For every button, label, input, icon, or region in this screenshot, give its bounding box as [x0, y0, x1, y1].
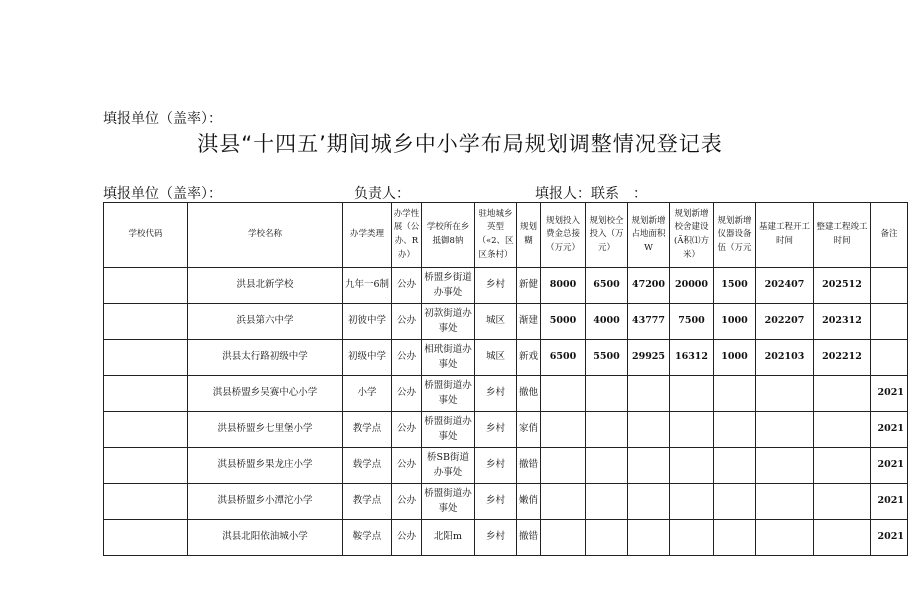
school-type-cell: 小学	[343, 376, 392, 412]
new-building-cell: 20000	[670, 268, 714, 304]
school-investment-cell	[586, 520, 628, 556]
area-type-cell: 乡村	[475, 520, 517, 556]
note-cell: 2021	[871, 412, 908, 448]
school-name-cell: 洪县桥盟乡七里堡小学	[188, 412, 343, 448]
town-cell: 桥盟乡街道办事处	[422, 268, 475, 304]
column-header: 规划糊	[517, 203, 541, 268]
new-land-cell	[628, 412, 670, 448]
school-nature-cell: 公办	[392, 484, 422, 520]
town-cell: 相玳街道办事处	[422, 340, 475, 376]
top-unit-label: 填报单位（盖率）：	[103, 111, 222, 127]
school-type-cell: 教学点	[343, 484, 392, 520]
new-equipment-cell	[714, 448, 756, 484]
end-time-cell	[814, 484, 871, 520]
plan-cell: 新健	[517, 268, 541, 304]
new-equipment-cell	[714, 376, 756, 412]
total-investment-cell	[541, 376, 586, 412]
new-land-cell: 29925	[628, 340, 670, 376]
school-type-cell: 载学点	[343, 448, 392, 484]
town-cell: 北阳m	[422, 520, 475, 556]
column-header: 整建工程竣工时间	[814, 203, 871, 268]
plan-cell: 嫩俏	[517, 484, 541, 520]
school-name-cell: 浜县第六中学	[188, 304, 343, 340]
school-type-cell: 鞍学点	[343, 520, 392, 556]
total-investment-cell	[541, 412, 586, 448]
school-code-cell	[104, 520, 188, 556]
form-title: 淇县“十四五’期间城乡中小学布局规划调整情况登记表	[197, 132, 723, 156]
school-name-cell: 淇县北阳依油城小学	[188, 520, 343, 556]
table-row	[104, 376, 908, 412]
start-time-cell	[756, 520, 814, 556]
school-code-cell	[104, 304, 188, 340]
responsible-label: 负责人：	[354, 186, 410, 202]
school-type-cell: 初彼中学	[343, 304, 392, 340]
column-header: 备注	[871, 203, 908, 268]
school-nature-cell: 公办	[392, 304, 422, 340]
school-investment-cell: 5500	[586, 340, 628, 376]
new-land-cell: 43777	[628, 304, 670, 340]
plan-cell: 撤错	[517, 448, 541, 484]
end-time-cell	[814, 520, 871, 556]
note-cell: 2021	[871, 520, 908, 556]
column-header: 规划校仝投入（万元）	[586, 203, 628, 268]
column-header: 学校所在乡抵御8钠	[422, 203, 475, 268]
total-investment-cell	[541, 520, 586, 556]
end-time-cell	[814, 412, 871, 448]
school-nature-cell: 公办	[392, 376, 422, 412]
school-name-cell: 淇县桥盟乡果龙庄小学	[188, 448, 343, 484]
new-land-cell	[628, 484, 670, 520]
plan-cell: 新戏	[517, 340, 541, 376]
table-row	[104, 340, 908, 376]
column-header: 学校名称	[188, 203, 343, 268]
end-time-cell	[814, 448, 871, 484]
school-name-cell: 淇县桥盟乡吴赛中心小学	[188, 376, 343, 412]
area-type-cell: 乡村	[475, 268, 517, 304]
school-investment-cell	[586, 484, 628, 520]
table-row	[104, 448, 908, 484]
area-type-cell: 城区	[475, 340, 517, 376]
school-nature-cell: 公办	[392, 448, 422, 484]
new-land-cell	[628, 520, 670, 556]
school-nature-cell: 公办	[392, 268, 422, 304]
school-type-cell: 九年一6制	[343, 268, 392, 304]
start-time-cell	[756, 376, 814, 412]
school-nature-cell: 公办	[392, 340, 422, 376]
new-equipment-cell	[714, 484, 756, 520]
new-equipment-cell	[714, 520, 756, 556]
area-type-cell: 乡村	[475, 412, 517, 448]
column-header: 规划新增校舍建设(Ã积⑴方米）	[670, 203, 714, 268]
new-building-cell	[670, 520, 714, 556]
school-name-cell: 洪县北新学校	[188, 268, 343, 304]
new-building-cell: 7500	[670, 304, 714, 340]
column-header: 办学类理	[343, 203, 392, 268]
end-time-cell: 202312	[814, 304, 871, 340]
town-cell: 桥SB街道办事处	[422, 448, 475, 484]
note-cell	[871, 268, 908, 304]
note-cell: 2021	[871, 484, 908, 520]
new-equipment-cell: 1000	[714, 340, 756, 376]
school-investment-cell	[586, 448, 628, 484]
column-header: 规划投入费金总接（万元）	[541, 203, 586, 268]
note-cell	[871, 340, 908, 376]
new-equipment-cell: 1000	[714, 304, 756, 340]
filler-contact-label: 填报人：联系 ：	[535, 186, 647, 202]
school-code-cell	[104, 268, 188, 304]
start-time-cell	[756, 484, 814, 520]
column-header: 办学性展（公办、R办）	[392, 203, 422, 268]
total-investment-cell	[541, 484, 586, 520]
school-name-cell: 淇县桥盟乡小潭沱小学	[188, 484, 343, 520]
area-type-cell: 乡村	[475, 376, 517, 412]
area-type-cell: 乡村	[475, 484, 517, 520]
new-building-cell	[670, 484, 714, 520]
end-time-cell: 202212	[814, 340, 871, 376]
total-investment-cell: 5000	[541, 304, 586, 340]
start-time-cell: 202407	[756, 268, 814, 304]
new-equipment-cell: 1500	[714, 268, 756, 304]
plan-cell: 渐建	[517, 304, 541, 340]
school-code-cell	[104, 340, 188, 376]
school-investment-cell: 6500	[586, 268, 628, 304]
column-header: 基建工程开工时间	[756, 203, 814, 268]
new-land-cell: 47200	[628, 268, 670, 304]
new-equipment-cell	[714, 412, 756, 448]
end-time-cell: 202512	[814, 268, 871, 304]
school-code-cell	[104, 376, 188, 412]
column-header: 规划新增仪器设备伍（万元	[714, 203, 756, 268]
school-nature-cell: 公办	[392, 412, 422, 448]
school-investment-cell: 4000	[586, 304, 628, 340]
table-row	[104, 268, 908, 304]
town-cell: 桥盟街道办事处	[422, 376, 475, 412]
table-row	[104, 484, 908, 520]
plan-cell: 撤错	[517, 520, 541, 556]
school-code-cell	[104, 484, 188, 520]
total-investment-cell	[541, 448, 586, 484]
total-investment-cell: 8000	[541, 268, 586, 304]
total-investment-cell: 6500	[541, 340, 586, 376]
school-code-cell	[104, 412, 188, 448]
area-type-cell: 城区	[475, 304, 517, 340]
school-investment-cell	[586, 376, 628, 412]
plan-cell: 家俏	[517, 412, 541, 448]
note-cell: 2021	[871, 448, 908, 484]
start-time-cell: 202207	[756, 304, 814, 340]
area-type-cell: 乡村	[475, 448, 517, 484]
new-land-cell	[628, 376, 670, 412]
note-cell	[871, 304, 908, 340]
table-row	[104, 520, 908, 556]
new-building-cell: 16312	[670, 340, 714, 376]
school-nature-cell: 公办	[392, 520, 422, 556]
note-cell: 2021	[871, 376, 908, 412]
school-name-cell: 洪县太行路初级中学	[188, 340, 343, 376]
table-row	[104, 412, 908, 448]
school-type-cell: 初级中学	[343, 340, 392, 376]
new-building-cell	[670, 376, 714, 412]
new-building-cell	[670, 448, 714, 484]
town-cell: 桥盟街道办事处	[422, 412, 475, 448]
town-cell: 初款街道办事处	[422, 304, 475, 340]
new-land-cell	[628, 448, 670, 484]
table-row	[104, 304, 908, 340]
column-header: 规划新增占地面积W	[628, 203, 670, 268]
town-cell: 桥盟街道办事处	[422, 484, 475, 520]
start-time-cell: 202103	[756, 340, 814, 376]
start-time-cell	[756, 448, 814, 484]
school-code-cell	[104, 448, 188, 484]
column-header: 学校代码	[104, 203, 188, 268]
end-time-cell	[814, 376, 871, 412]
column-header: 驻地城乡英型（«2、区区条村）	[475, 203, 517, 268]
plan-cell: 撤他	[517, 376, 541, 412]
start-time-cell	[756, 412, 814, 448]
unit-label: 填报单位（盖率）：	[103, 186, 222, 202]
table-header-row	[104, 203, 908, 268]
new-building-cell	[670, 412, 714, 448]
school-investment-cell	[586, 412, 628, 448]
school-type-cell: 教学点	[343, 412, 392, 448]
registration-table	[103, 202, 908, 556]
